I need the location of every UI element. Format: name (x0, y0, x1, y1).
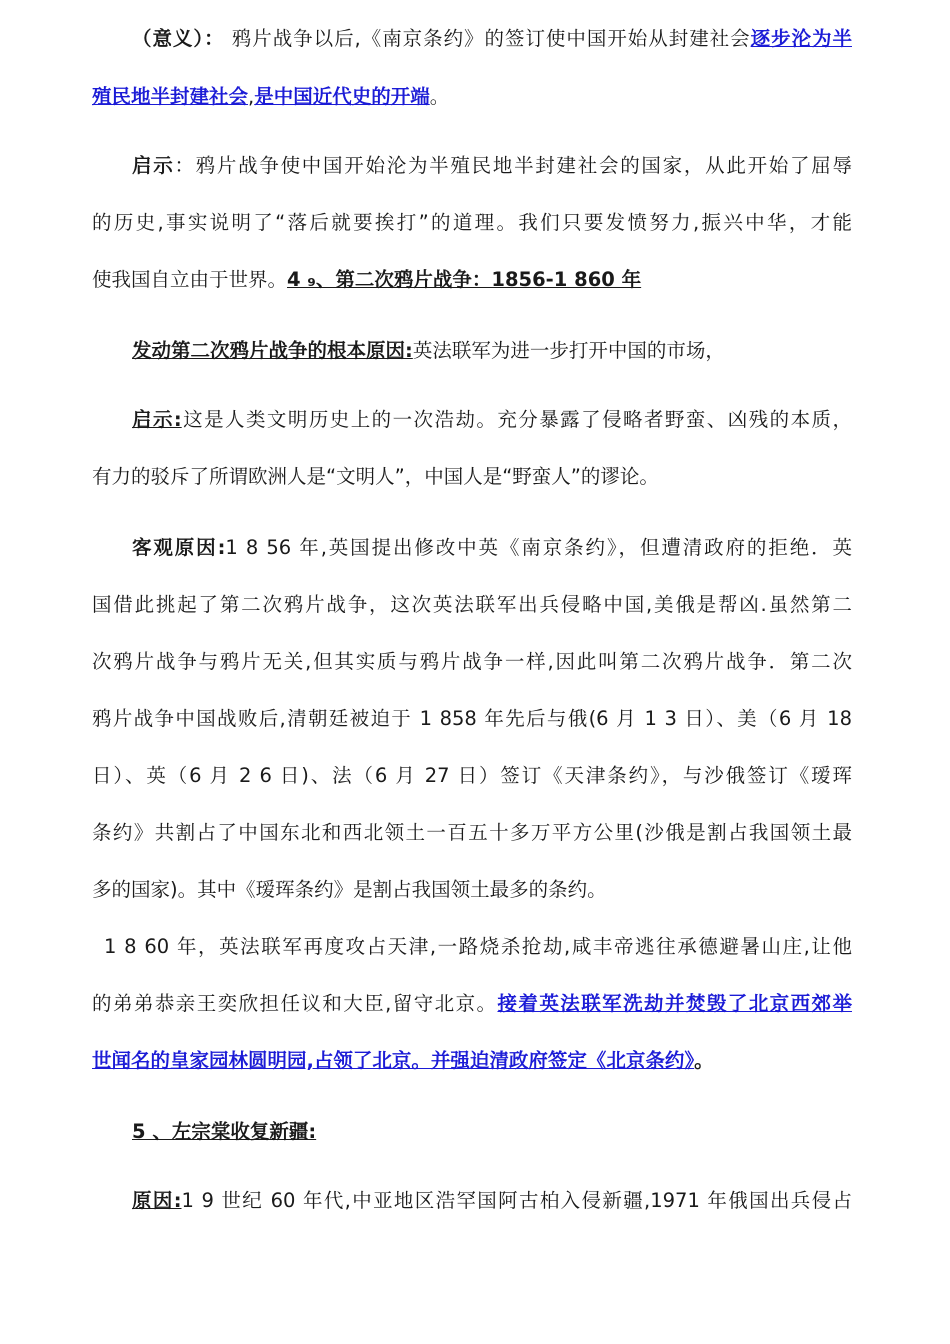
root-cause-label: 发动第二次鸦片战争的根本原因: (132, 339, 413, 362)
objective-cause-label: 客观原因: (132, 536, 226, 559)
year-1860-line-1 (104, 932, 852, 962)
semi-colonial-link[interactable]: 逐步沦为半 (750, 27, 852, 50)
lesson-label: 启示 (132, 154, 175, 177)
lesson-text-3: 使我国自立由于世界。 (92, 268, 288, 291)
lesson-line-3 (92, 265, 852, 295)
comma-text: , (248, 85, 255, 108)
year-1860-text-2: 的弟弟恭亲王奕欣担任议和大臣,留守北京。 (92, 992, 498, 1015)
year-1860-line-3 (92, 1046, 852, 1076)
lesson-line-1 (132, 151, 852, 181)
xinjiang-cause-label: 原因: (132, 1189, 182, 1212)
objective-cause-line-3 (92, 647, 852, 677)
objective-cause-line-5 (92, 761, 852, 791)
modern-history-start-link[interactable]: 是中国近代史的开端 (254, 85, 430, 108)
objective-cause-text-1: 1 8 56 年,英国提出修改中英《南京条约》，但遭清政府的拒绝．英 (225, 536, 852, 559)
year-1860-line-2 (92, 989, 852, 1019)
significance-line-2 (92, 82, 852, 112)
lesson-text-2: 的历史,事实说明了“落后就要挨打”的道理。我们只要发愤努力,振兴中华，才能 (92, 211, 852, 234)
year-1860-period: 。 (694, 1049, 714, 1072)
lesson-text-1: ：鸦片战争使中国开始沦为半殖民地半封建社会的国家，从此开始了屈辱 (174, 154, 852, 177)
summer-palace-link-2[interactable]: 世闻名的皇家园林圆明园,占领了北京。并强迫清政府签定《北京条约》 (92, 1049, 695, 1072)
significance-text: 鸦片战争以后,《南京条约》的签订使中国开始从封建社会 (224, 27, 751, 50)
significance-line-1 (132, 24, 852, 54)
objective-cause-text-7: 多的国家)。其中《瑷珲条约》是割占我国领土最多的条约。 (92, 878, 607, 901)
xinjiang-cause-text: 1 9 世纪 60 年代,中亚地区浩罕国阿古柏入侵新疆,1971 年俄国出兵侵占 (181, 1189, 852, 1212)
objective-cause-text-4: 鸦片战争中国战败后,清朝廷被迫于 1 858 年先后与俄(6 月 1 3 日）、美（6 月 18 (92, 707, 852, 730)
objective-cause-text-2: 国借此挑起了第二次鸦片战争，这次英法联军出兵侵略中国,美俄是帮凶.虽然第二 (92, 593, 852, 616)
objective-cause-line-1 (132, 533, 852, 563)
second-lesson-line-2 (92, 462, 852, 492)
xinjiang-cause-line (132, 1186, 852, 1216)
root-cause-text: 英法联军为进一步打开中国的市场， (412, 339, 725, 362)
section-5-heading-line (132, 1117, 852, 1147)
objective-cause-line-4 (92, 704, 852, 734)
section-4-heading: 4 ₉、第二次鸦片战争：1856-1 860 年 (287, 268, 642, 291)
second-lesson-line-1 (132, 405, 852, 435)
significance-label: （意义）： (132, 27, 225, 50)
year-1860-text-1: 1 8 60 年，英法联军再度攻占天津,一路烧杀抢劫,咸丰帝逃往承德避暑山庄,让他 (104, 935, 852, 958)
second-lesson-label: 启示: (132, 408, 182, 431)
lesson-line-2 (92, 208, 852, 238)
semi-feudal-link[interactable]: 殖民地半封建社会 (92, 85, 249, 108)
objective-cause-line-6 (92, 818, 852, 848)
root-cause-line (132, 336, 852, 366)
section-5-heading: 5 、左宗棠收复新疆: (132, 1120, 317, 1143)
objective-cause-text-3: 次鸦片战争与鸦片无关,但其实质与鸦片战争一样,因此叫第二次鸦片战争．第二次 (92, 650, 852, 673)
objective-cause-line-2 (92, 590, 852, 620)
objective-cause-text-6: 条约》共割占了中国东北和西北领土一百五十多万平方公里(沙俄是割占我国领土最 (92, 821, 852, 844)
objective-cause-text-5: 日）、英（6 月 2 6 日)、法（6 月 27 日）签订《天津条约》，与沙俄签订《瑷珲 (92, 764, 852, 787)
objective-cause-line-7 (92, 875, 852, 905)
second-lesson-text-2: 有力的驳斥了所谓欧洲人是“文明人”，中国人是“野蛮人”的谬论。 (92, 465, 659, 488)
summer-palace-link-1[interactable]: 接着英法联军洗劫并焚毁了北京西郊举 (497, 992, 852, 1015)
second-lesson-text-1: 这是人类文明历史上的一次浩劫。充分暴露了侵略者野蛮、凶残的本质， (181, 408, 852, 431)
period-text: 。 (429, 85, 450, 108)
